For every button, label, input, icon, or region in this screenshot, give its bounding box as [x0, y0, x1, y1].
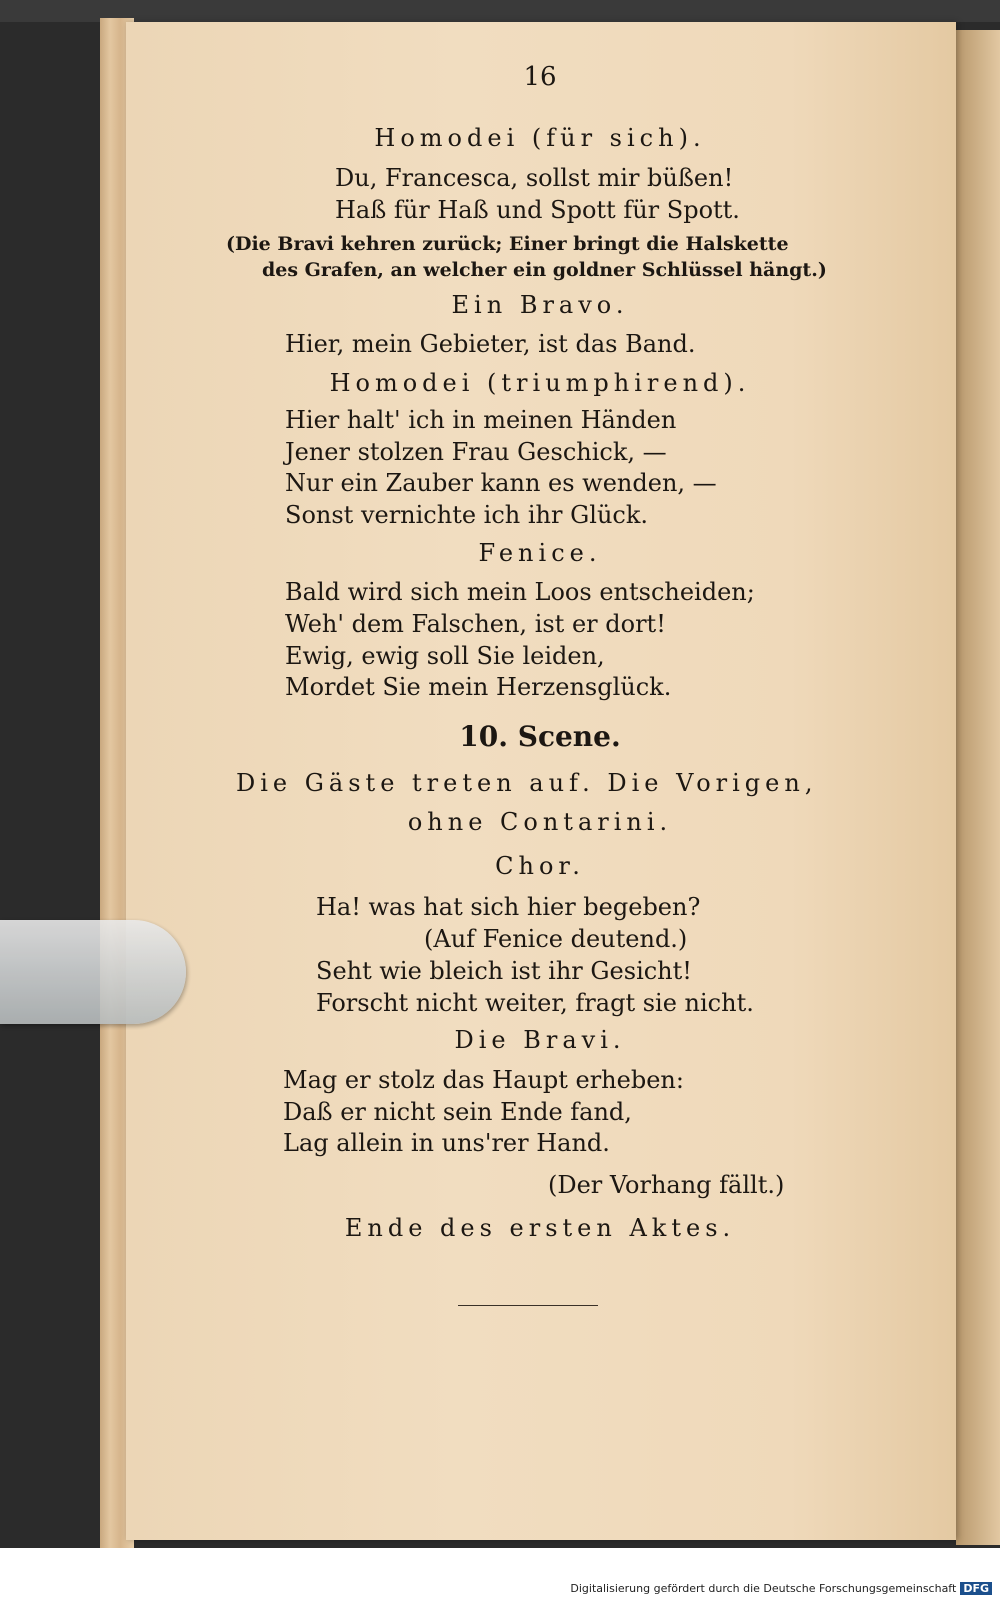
end-rule — [458, 1305, 598, 1306]
verse-line: Weh' dem Falschen, ist er dort! — [285, 610, 666, 638]
footer-strip — [0, 1548, 1000, 1599]
speaker-chor: Chor. — [495, 852, 585, 880]
dfg-credit — [570, 1582, 992, 1595]
stage-direction: des Grafen, an welcher ein goldner Schlüssel hängt.) — [262, 259, 827, 281]
verse-line: Sonst vernichte ich ihr Glück. — [285, 501, 649, 529]
stage-direction: (Der Vorhang fällt.) — [548, 1171, 785, 1199]
verse-line: Hier halt' ich in meinen Händen — [285, 406, 677, 434]
verse-line: Mag er stolz das Haupt erheben: — [283, 1066, 684, 1094]
credit-text: Digitalisierung gefördert durch die Deutsche Forschungsgemeinschaft — [570, 1582, 957, 1595]
speaker-bravi: Die Bravi. — [454, 1026, 626, 1054]
verse-line: Ha! was hat sich hier begeben? — [316, 893, 701, 921]
verse-line: Nur ein Zauber kann es wenden, — — [285, 469, 717, 497]
scan-marker-tab — [0, 920, 186, 1024]
speaker-homodei: Homodei (triumphirend). — [329, 369, 751, 397]
dfg-logo: DFG — [960, 1582, 992, 1595]
verse-line: Forscht nicht weiter, fragt sie nicht. — [316, 989, 754, 1017]
verse-line: Jener stolzen Frau Geschick, — — [285, 438, 667, 466]
verse-line: Haß für Haß und Spott für Spott. — [335, 196, 740, 224]
verse-line: Ewig, ewig soll Sie leiden, — [285, 642, 605, 670]
verse-line: Daß er nicht sein Ende fand, — [283, 1098, 632, 1126]
verse-line: Mordet Sie mein Herzensglück. — [285, 673, 672, 701]
stage-direction: (Die Bravi kehren zurück; Einer bringt die Halskette — [226, 233, 789, 255]
speaker-bravo: Ein Bravo. — [451, 291, 629, 319]
stage-direction: (Auf Fenice deutend.) — [424, 925, 688, 953]
scene-direction: ohne Contarini. — [407, 808, 673, 836]
verse-line: Du, Francesca, sollst mir büßen! — [335, 164, 734, 192]
scene-heading: 10. Scene. — [459, 720, 621, 753]
verse-line: Lag allein in uns'rer Hand. — [283, 1129, 610, 1157]
verse-line: Bald wird sich mein Loos entscheiden; — [285, 578, 755, 606]
page-number: 16 — [523, 62, 557, 92]
speaker-homodei: Homodei (für sich). — [374, 124, 706, 152]
speaker-fenice: Fenice. — [478, 539, 602, 567]
act-end: Ende des ersten Aktes. — [344, 1214, 736, 1242]
verse-line: Hier, mein Gebieter, ist das Band. — [285, 330, 696, 358]
verse-line: Seht wie bleich ist ihr Gesicht! — [316, 957, 692, 985]
scene-direction: Die Gäste treten auf. Die Vorigen, — [236, 769, 818, 797]
